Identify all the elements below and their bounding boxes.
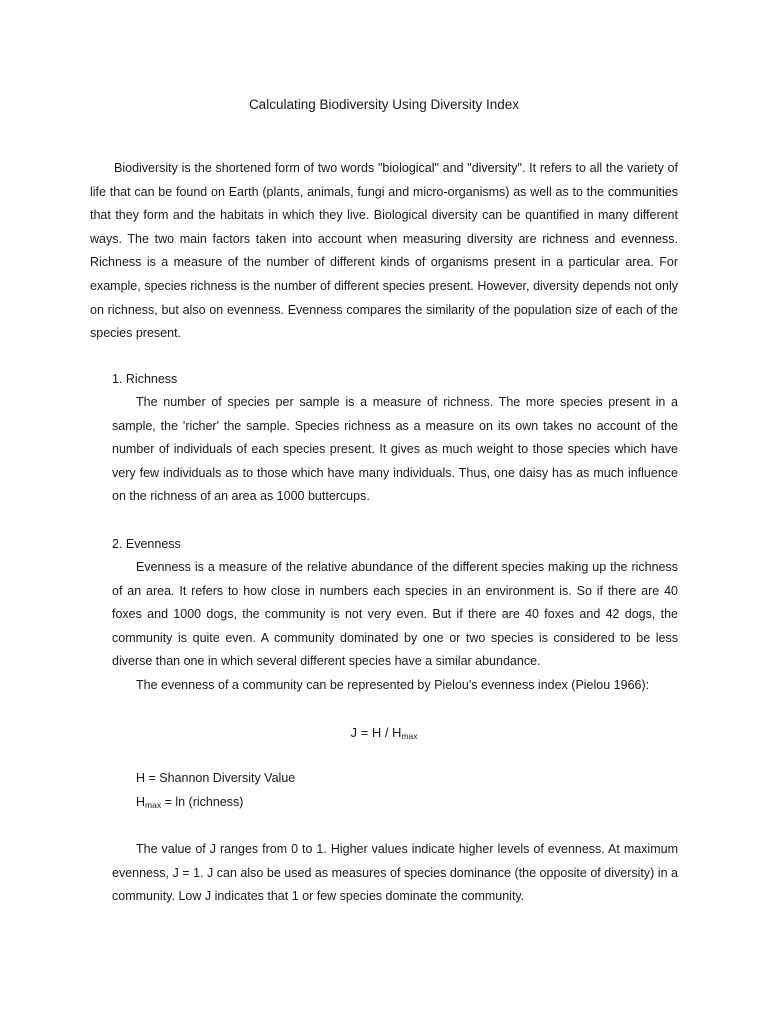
richness-heading: 1. Richness [112, 372, 178, 386]
keyword-biological: "biological" [377, 161, 439, 175]
keyword-diversity: "diversity" [467, 161, 522, 175]
definition-h: H = Shannon Diversity Value [136, 771, 296, 785]
definition-hmax [136, 791, 243, 818]
hmax-base: H [136, 795, 146, 809]
richness-paragraph: The number of species per sample is a measure of richness. The more species present in a sample, the 'richer' the sample. Species richness as a measure on its own takes no account of the number of individuals of each species present. It gives as much weight to those species which have very few individuals as to those which have many individuals. Thus, one daisy has as much influence on the richness of an area as 1000 buttercups. [112, 395, 678, 504]
hmax-rest: = ln (richness) [161, 795, 244, 809]
keyword-evenness: evenness [621, 231, 675, 246]
closing-text-1: The value of J ranges from 0 to 1. Higher values indicate higher levels of evenness. At maximum evenness, J = 1. J can also be used as measures of [112, 842, 678, 880]
keyword-communities: communities [607, 184, 678, 199]
intro-text-5: and [588, 231, 621, 246]
evenness-heading: 2. Evenness [112, 537, 181, 551]
keyword-species-dominance: species dominance [403, 865, 511, 880]
intro-text-3: . It refers to all the variety of life that can be found on Earth (plants, animals, fungi and micro-organisms) as well as to the [90, 161, 678, 199]
intro-paragraph [90, 157, 678, 346]
closing-paragraph [112, 838, 678, 909]
document-title: Calculating Biodiversity Using Diversity Index [248, 97, 520, 112]
pielou-paragraph: The evenness of a community can be represented by Pielou's evenness index (Pielou 1966): [136, 678, 650, 692]
pielou-formula [0, 721, 768, 749]
formula-main: J = H / H [350, 725, 402, 740]
intro-text-4: that they form and the habitats in which they live. Biological diversity can be quantified in many different ways. The two main factors taken into account when measuring diversity are [90, 208, 678, 246]
intro-text-2: and [438, 161, 468, 175]
intro-text-6: . Richness is a measure of the number of different kinds of organisms present in a particular area. For example, species richness is the number of different species present. However, diversity depends not only on richness, but also on evenness. Evenness compares the similarity of the population size of each of the species present. [90, 231, 678, 341]
intro-text-1: Biodiversity is the shortened form of two words [114, 161, 378, 175]
closing-text-2: (the opposite of diversity) in a community. Low J indicates that 1 or few species dominate the community. [112, 865, 678, 904]
evenness-paragraph: Evenness is a measure of the relative abundance of the different species making up the richness of an area. It refers to how close in numbers each species in an environment is. So if there are 40 foxes and 1000 dogs, the community is not very even. But if there are 40 foxes and 42 dogs, the community is quite even. A community dominated by one or two species is considered to be less diverse than one in which several different species have a similar abundance. [112, 560, 678, 669]
formula-subscript: max [401, 731, 418, 741]
keyword-richness: richness [542, 231, 589, 246]
hmax-subscript: max [145, 800, 162, 810]
